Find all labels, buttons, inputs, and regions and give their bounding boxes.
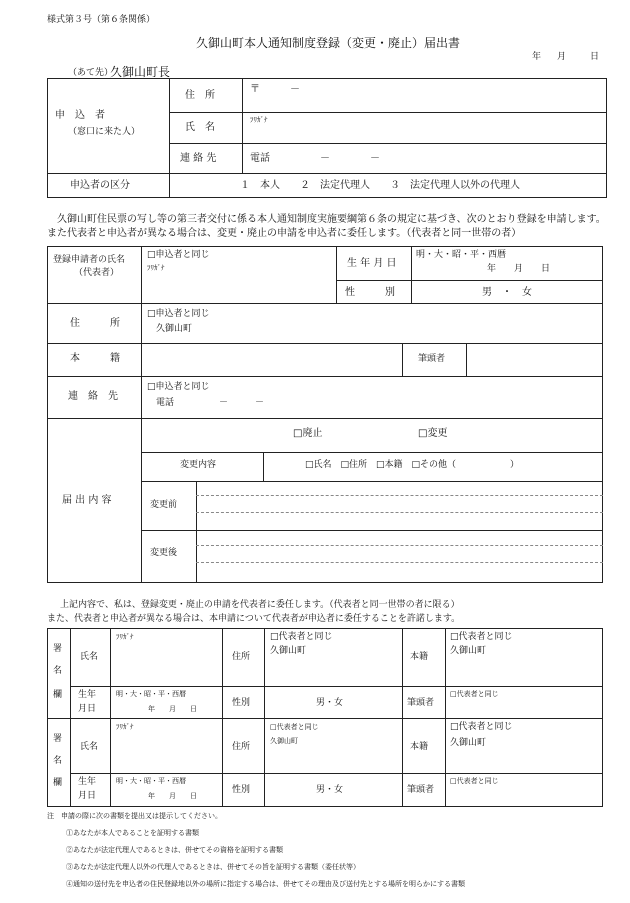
sig1-address-label: 住所 xyxy=(232,652,251,662)
applicant-category-options[interactable]: １ 本人 ２ 法定代理人 ３ 法定代理人以外の代理人 xyxy=(240,180,520,191)
registrant-honseki-label: 本 籍 xyxy=(70,353,120,364)
signature-side-2c: 欄 xyxy=(53,778,63,788)
note-item-2: ②あなたが法定代理人であるときは、併せてその資格を証明する書類 xyxy=(66,846,283,854)
application-statement: 久御山町住民票の写し等の第三者交付に係る本人通知制度実施要綱第６条の規定に基づき、次のとおり登録を申請します。また代表者と申込者が異なる場合は、変更・廃止の申請を申込者に委任します。（代表者と同一世帯の者） xyxy=(47,214,606,239)
form-title: 久御山町本人通知制度登録（変更・廃止）届出書 xyxy=(196,36,461,50)
registrant-dob-label: 生 年 月 日 xyxy=(347,258,397,269)
sig2-honseki-label: 本籍 xyxy=(410,742,429,752)
applicant-label: 申 込 者 xyxy=(55,110,105,121)
sig2-sex-label: 性別 xyxy=(232,785,251,795)
addressee: 久御山町長 xyxy=(110,65,171,79)
signature-side-1a: 署 xyxy=(53,644,63,654)
applicant-category-label: 申込者の区分 xyxy=(70,180,130,191)
notification-content-label: 届 出 内 容 xyxy=(62,495,112,506)
sig2-dob-label-a: 生年 xyxy=(78,777,97,787)
registrant-contact-label: 連 絡 先 xyxy=(68,391,118,402)
sig2-address-same-checkbox[interactable]: □代表者と同じ xyxy=(270,723,319,731)
addressee-prefix: （あて先） xyxy=(68,68,114,78)
sig2-name-field[interactable]: ﾌﾘｶﾞﾅ xyxy=(116,723,134,731)
sig2-sex-options[interactable]: 男・女 xyxy=(316,785,344,795)
sig1-hittosha-same-checkbox[interactable]: □代表者と同じ xyxy=(450,690,499,698)
applicant-contact-label: 連 絡 先 xyxy=(180,153,217,164)
registrant-sex-options[interactable]: 男 ・ 女 xyxy=(482,287,532,298)
applicant-name-label: 氏 名 xyxy=(185,122,215,133)
change-content-options[interactable]: □氏名 □住所 □本籍 □その他（ ） xyxy=(305,460,520,470)
signature-side-1c: 欄 xyxy=(53,690,63,700)
sig1-honseki-same-checkbox[interactable]: □代表者と同じ xyxy=(450,632,513,642)
registrant-same-checkbox[interactable]: □申込者と同じ xyxy=(147,250,210,260)
sig2-honseki-town: 久御山町 xyxy=(450,738,487,748)
sig1-name-field[interactable]: ﾌﾘｶﾞﾅ xyxy=(116,633,134,641)
date-day: 日 xyxy=(590,52,600,62)
registrant-name-label: 登録申請者の氏名 xyxy=(53,255,126,265)
registrant-dob-ymd: 年 月 日 xyxy=(487,264,551,274)
registrant-sex-label: 性 別 xyxy=(345,287,395,298)
after-label: 変更後 xyxy=(150,548,178,558)
registrant-contact-same-checkbox[interactable]: □申込者と同じ xyxy=(147,382,210,392)
sig2-honseki-same-checkbox[interactable]: □代表者と同じ xyxy=(450,722,513,732)
applicant-name-field[interactable]: ﾌﾘｶﾞﾅ xyxy=(250,116,268,124)
date-year: 年 xyxy=(532,52,542,62)
sig2-era-options[interactable]: 明・大・昭・平・西暦 xyxy=(116,777,186,785)
note-item-1: ①あなたが本人であることを証明する書類 xyxy=(66,829,199,837)
sig1-dob-label-a: 生年 xyxy=(78,690,97,700)
sig2-address-town: 久御山町 xyxy=(270,737,298,745)
registrant-address-same-checkbox[interactable]: □申込者と同じ xyxy=(147,309,210,319)
sig1-sex-label: 性別 xyxy=(232,698,251,708)
sig1-era-options[interactable]: 明・大・昭・平・西暦 xyxy=(116,690,186,698)
registrant-address-label: 住 所 xyxy=(70,318,120,329)
registrant-phone-field[interactable]: 電話 － － xyxy=(156,398,265,408)
sig1-dob-label-b: 月日 xyxy=(78,704,97,714)
applicant-postal-field[interactable]: 〒 － xyxy=(250,84,300,95)
registrant-name-field[interactable]: ﾌﾘｶﾞﾅ xyxy=(147,264,165,272)
change-checkbox[interactable]: □変更 xyxy=(418,428,448,439)
sig1-address-town: 久御山町 xyxy=(270,646,307,656)
signature-side-2b: 名 xyxy=(53,756,63,766)
applicant-sublabel: （窓口に来た人） xyxy=(68,127,141,137)
note-item-4: ④通知の送付先を申込者の住民登録地以外の場所に指定する場合は、併せてその理由及び送付先とする場所を明らかにする書類 xyxy=(66,880,465,888)
sig1-address-same-checkbox[interactable]: □代表者と同じ xyxy=(270,632,333,642)
sig1-honseki-town: 久御山町 xyxy=(450,646,487,656)
sig2-dob-ymd: 年 月 日 xyxy=(148,792,197,800)
applicant-address-label: 住 所 xyxy=(185,90,215,101)
sig2-hittosha-label: 筆頭者 xyxy=(407,785,435,795)
sig2-hittosha-same-checkbox[interactable]: □代表者と同じ xyxy=(450,777,499,785)
applicant-phone-field[interactable]: 電話 － － xyxy=(250,153,380,164)
date-month: 月 xyxy=(557,52,567,62)
registrant-era-options[interactable]: 明・大・昭・平・西暦 xyxy=(416,250,507,260)
sig2-dob-label-b: 月日 xyxy=(78,791,97,801)
note-item-3: ③あなたが法定代理人以外の代理人であるときは、併せてその旨を証明する書類（委任状等） xyxy=(66,863,360,871)
sig1-hittosha-label: 筆頭者 xyxy=(407,698,435,708)
registrant-hittosha-label: 筆頭者 xyxy=(418,354,446,364)
sig2-address-label: 住所 xyxy=(232,742,251,752)
signature-side-2a: 署 xyxy=(53,734,63,744)
delegation-statement-2: また、代表者と申込者が異なる場合は、本申請について代表者が申込者に委任することを許諾します。 xyxy=(47,614,461,624)
sig1-name-label: 氏名 xyxy=(80,652,99,662)
delegation-statement-1: 上記内容で、私は、登録変更・廃止の申請を代表者に委任します。（代表者と同一世帯の者に限る） xyxy=(60,600,460,610)
registrant-name-sub: （代表者） xyxy=(74,268,120,278)
sig1-sex-options[interactable]: 男・女 xyxy=(316,698,344,708)
abolish-checkbox[interactable]: □廃止 xyxy=(293,428,323,439)
registrant-address-town: 久御山町 xyxy=(156,324,193,334)
signature-side-1b: 名 xyxy=(53,666,63,676)
sig1-dob-ymd: 年 月 日 xyxy=(148,705,197,713)
form-number: 様式第３号（第６条関係） xyxy=(47,15,156,25)
sig1-honseki-label: 本籍 xyxy=(410,652,429,662)
notes-title: 注 申請の際に次の書類を提出又は提示してください。 xyxy=(47,812,222,820)
sig2-name-label: 氏名 xyxy=(80,742,99,752)
before-label: 変更前 xyxy=(150,500,178,510)
change-content-label: 変更内容 xyxy=(180,460,217,470)
